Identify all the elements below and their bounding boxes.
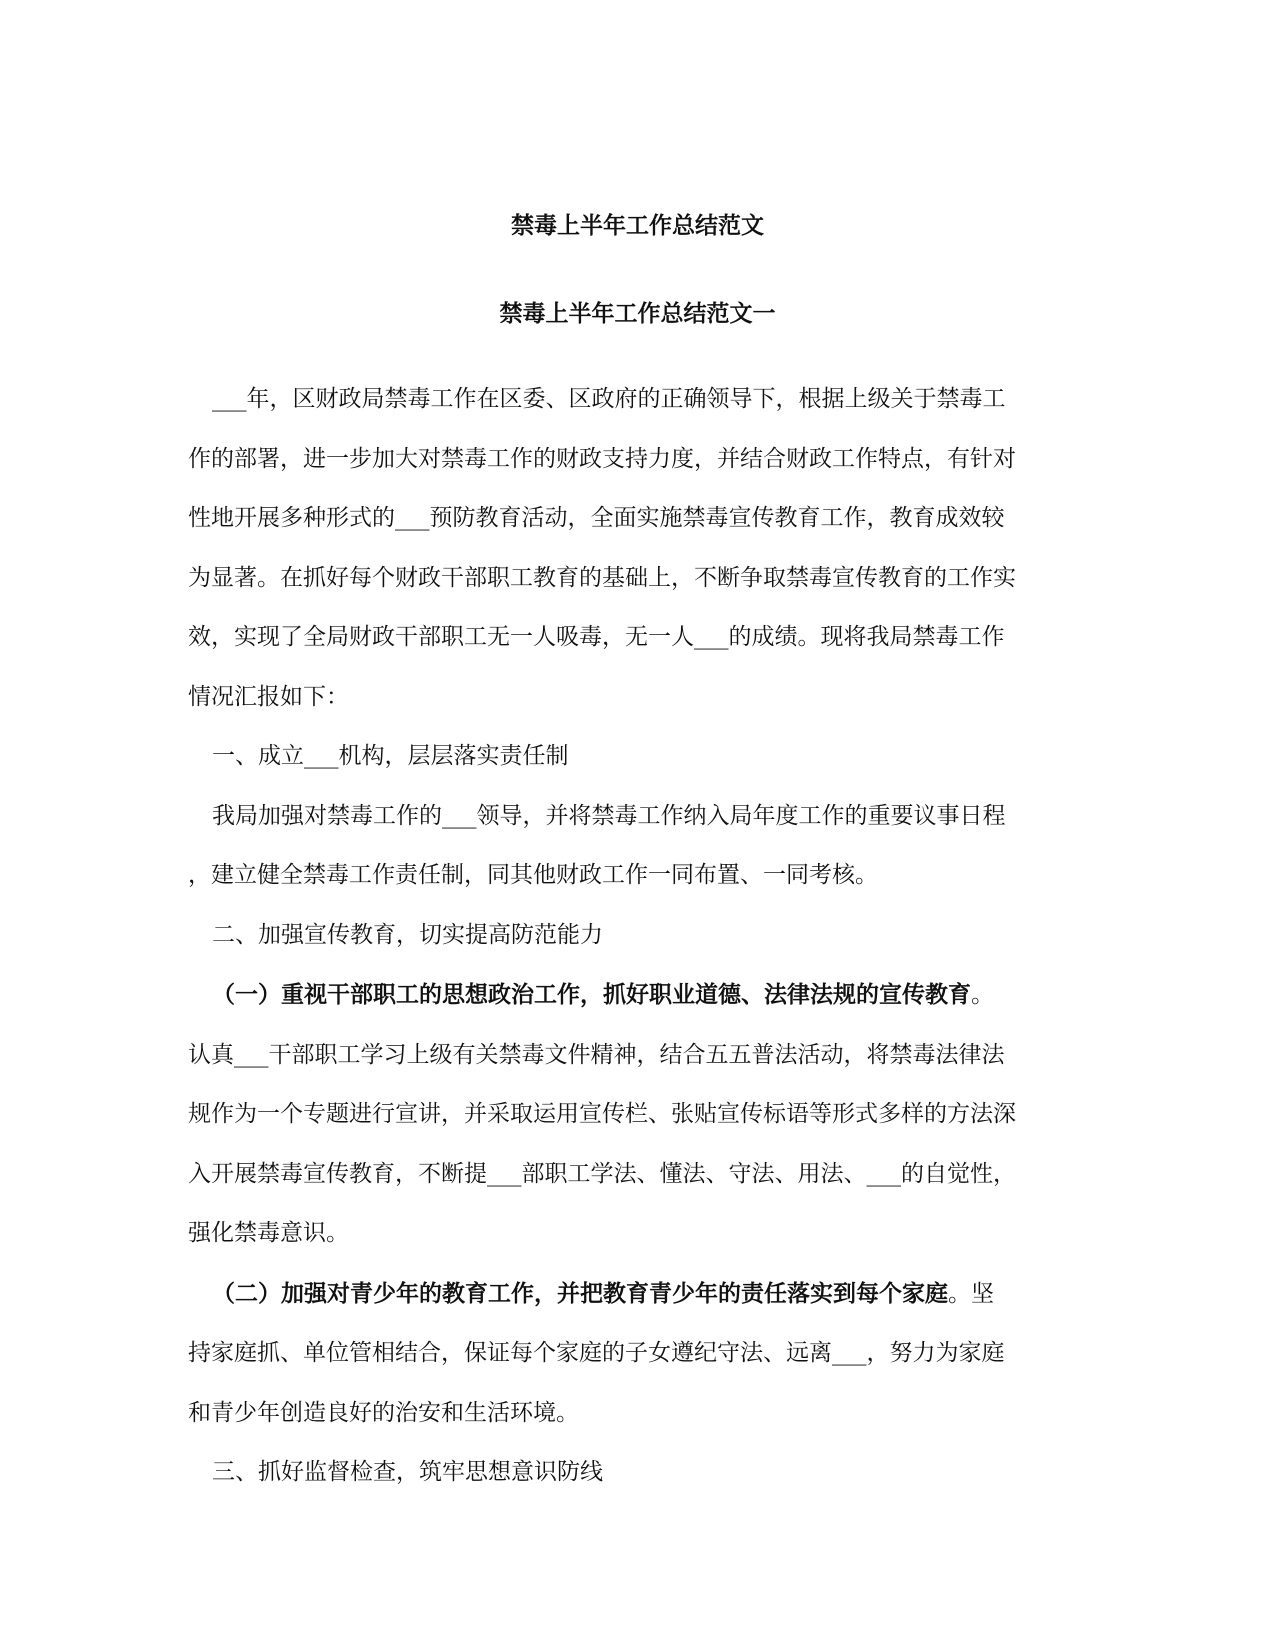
body-line: 认真___干部职工学习上级有关禁毒文件精神，结合五五普法活动，将禁毒法律法 (188, 1041, 1005, 1068)
body-line: 入开展禁毒宣传教育，不断提___部职工学法、懂法、守法、用法、___的自觉性， (188, 1160, 1016, 1187)
body-line: 情况汇报如下： (188, 683, 349, 710)
subsection-tail: 。坚 (948, 1280, 994, 1307)
body-line: 和青少年创造良好的治安和生活环境。 (188, 1399, 579, 1426)
body-line: 效，实现了全局财政干部职工无一人吸毒，无一人___的成绩。现将我局禁毒工作 (188, 624, 1005, 650)
document-title: 禁毒上半年工作总结范文 (511, 212, 764, 239)
body-line: 持家庭抓、单位管相结合，保证每个家庭的子女遵纪守法、远离___，努力为家庭 (188, 1340, 1005, 1366)
document-body (188, 370, 1088, 1503)
body-line: 为显著。在抓好每个财政干部职工教育的基础上，不断争取禁毒宣传教育的工作实 (188, 564, 1016, 591)
subsection-line (188, 1264, 1088, 1325)
body-line: 规作为一个专题进行宣讲，并采取运用宣传栏、张贴宣传标语等形式多样的方法深 (188, 1101, 1016, 1127)
body-line: 强化禁毒意识。 (188, 1220, 349, 1246)
section-heading: 二、加强宣传教育，切实提高防范能力 (212, 921, 603, 948)
body-line: 我局加强对禁毒工作的___领导，并将禁毒工作纳入局年度工作的重要议事日程 (212, 802, 1006, 829)
body-line: 性地开展多种形式的___预防教育活动，全面实施禁毒宣传教育工作，教育成效较 (188, 505, 1005, 531)
subsection-tail: 。 (971, 982, 994, 1008)
document-subtitle: 禁毒上半年工作总结范文一 (499, 300, 776, 327)
body-line: ___年，区财政局禁毒工作在区委、区政府的正确领导下，根据上级关于禁毒工 (212, 386, 1006, 412)
subsection-heading: （一）重视干部职工的思想政治工作，抓好职业道德、法律法规的宣传教育 (212, 981, 971, 1008)
body-line: ，建立健全禁毒工作责任制，同其他财政工作一同布置、一同考核。 (188, 862, 878, 888)
section-heading: 一、成立___机构，层层落实责任制 (212, 743, 569, 769)
section-heading: 三、抓好监督检查，筑牢思想意识防线 (212, 1459, 603, 1485)
body-line: 作的部署，进一步加大对禁毒工作的财政支持力度，并结合财政工作特点，有针对 (188, 445, 1016, 472)
subsection-heading: （二）加强对青少年的教育工作，并把教育青少年的责任落实到每个家庭 (212, 1279, 948, 1307)
subsection-line (188, 965, 1088, 1026)
